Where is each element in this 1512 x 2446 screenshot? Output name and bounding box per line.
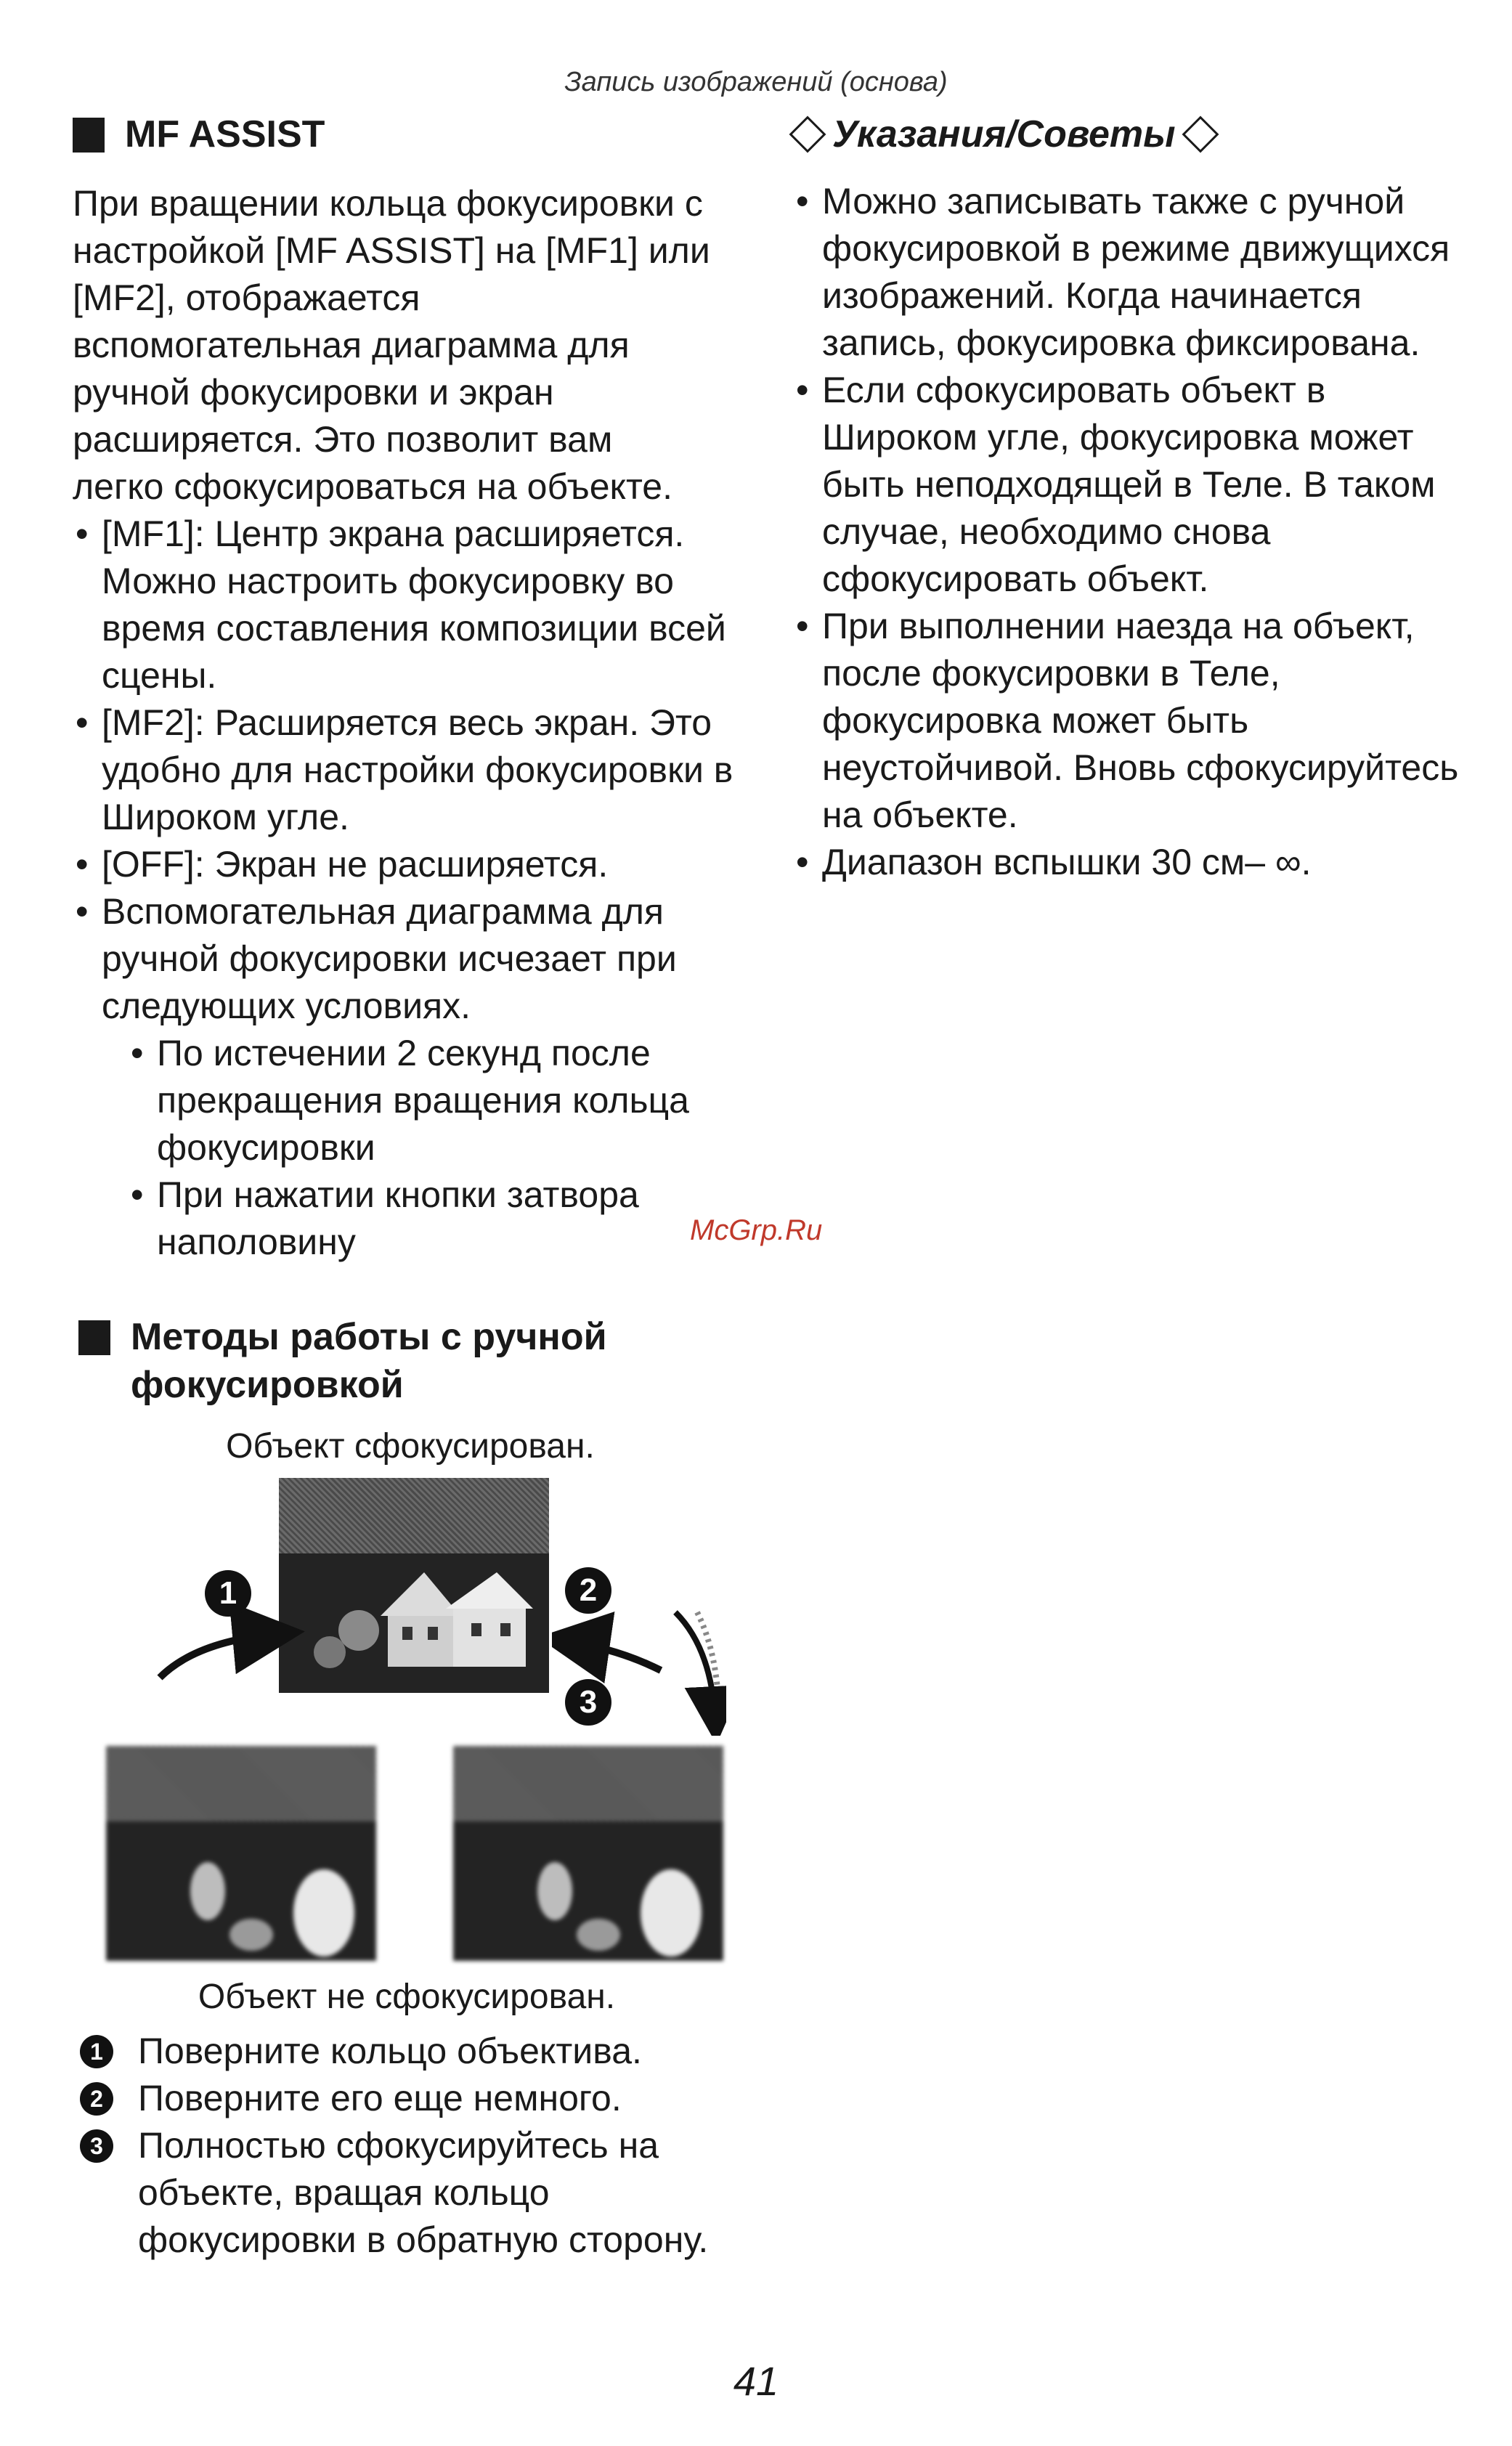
step-text: Поверните кольцо объектива. [138, 2031, 642, 2071]
intro-line: настройкой [MF ASSIST] на [MF1] или [73, 230, 710, 271]
blurred-scene [453, 1746, 723, 1961]
step-text: Поверните его еще немного. [138, 2078, 622, 2118]
title-line: Методы работы с ручной [131, 1316, 607, 1358]
mf-assist-heading [73, 110, 755, 158]
tips-title: Указания/Советы [832, 113, 1176, 155]
diagram-number-1: 1 [205, 1570, 251, 1617]
caption-unfocused: Объект не сфокусирован. [198, 1978, 616, 2016]
list-item: • [MF1]: Центр экрана расширяется. Можно настроить фокусировку во время составления композиции всей сцены. [73, 511, 741, 699]
step-item [80, 2075, 777, 2122]
focused-photo [279, 1478, 549, 1693]
section-square-icon [73, 118, 105, 153]
tips-heading [792, 110, 1445, 158]
mf-assist-bullets [73, 511, 741, 1030]
step-number-2-icon: 2 [80, 2082, 113, 2116]
intro-line: легко сфокусироваться на объекте. [73, 466, 672, 507]
list-item: • По истечении 2 секунд после прекращения вращения кольца фокусировки [128, 1030, 781, 1171]
list-item: • [OFF]: Экран не расширяется. [73, 841, 741, 888]
step-item [80, 2122, 777, 2264]
mf-assist-sub-bullets [73, 1030, 781, 1266]
intro-line: [MF2], отображается [73, 277, 420, 318]
title-line: фокусировкой [131, 1364, 404, 1406]
step-number-1-icon: 1 [80, 2035, 113, 2068]
running-header: Запись изображений (основа) [564, 67, 948, 97]
watermark: McGrp.Ru [690, 1214, 823, 1246]
list-item: • При нажатии кнопки затвора наполовину [128, 1171, 781, 1266]
diamond-icon [1182, 116, 1219, 153]
page-number: 41 [733, 2358, 779, 2404]
step-text: Полностью сфокусируйтесь на объекте, вращая кольцо фокусировки в обратную сторону. [138, 2125, 709, 2260]
step-item [80, 2028, 777, 2075]
diamond-icon [789, 116, 826, 153]
manual-focus-heading [78, 1313, 732, 1409]
list-item: • Если сфокусировать объект в Широком угле, фокусировка может быть неподходящей в Теле. В таком случае, необходимо снова сфокусировать объект. [793, 367, 1468, 603]
list-item: • Можно записывать также с ручной фокусировкой в режиме движущихся изображений. Когда начинается запись, фокусировка фиксирована. [793, 178, 1468, 367]
house-illustration [279, 1478, 549, 1693]
intro-line: вспомогательная диаграмма для [73, 325, 630, 365]
focus-steps [80, 2028, 777, 2264]
manual-focus-title [131, 1313, 607, 1409]
step-number-3-icon: 3 [80, 2129, 113, 2163]
blurred-scene [106, 1746, 376, 1961]
list-item: • При выполнении наезда на объект, после фокусировки в Теле, фокусировка может быть неустойчивой. Вновь сфокусируйтесь на объекте. [793, 603, 1468, 839]
tips-bullets [793, 178, 1468, 886]
caption-focused: Объект сфокусирован. [226, 1427, 595, 1466]
intro-line: ручной фокусировки и экран [73, 372, 554, 413]
unfocused-photo-right [453, 1746, 723, 1961]
mf-assist-intro [73, 180, 770, 511]
unfocused-photo-left [106, 1746, 376, 1961]
intro-line: При вращении кольца фокусировки с [73, 183, 703, 224]
diagram-number-2: 2 [565, 1567, 611, 1614]
list-item: • Вспомогательная диаграмма для ручной фокусировки исчезает при следующих условиях. [73, 888, 741, 1030]
mf-assist-title: MF ASSIST [125, 113, 325, 155]
section-square-icon [78, 1320, 110, 1355]
list-item: • Диапазон вспышки 30 см– ∞. [793, 839, 1468, 886]
diagram-number-3: 3 [565, 1679, 611, 1726]
list-item: • [MF2]: Расширяется весь экран. Это удобно для настройки фокусировки в Широком угле. [73, 699, 741, 841]
intro-line: расширяется. Это позволит вам [73, 419, 613, 460]
